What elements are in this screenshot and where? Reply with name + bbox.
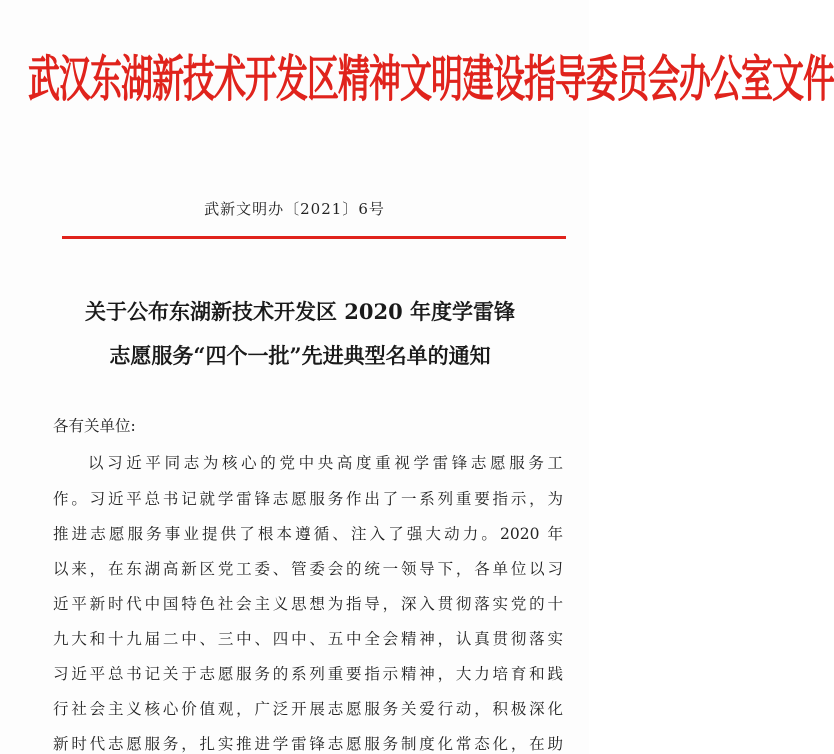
red-divider-line [62, 236, 566, 239]
body-line-8: 行社会主义核心价值观，广泛开展志愿服务关爱行动，积极深化 [53, 700, 563, 718]
body-line-4: 以来，在东湖高新区党工委、管委会的统一领导下，各单位以习 [53, 560, 563, 578]
body-line-1: 以习近平同志为核心的党中央高度重视学雷锋志愿服务工 [88, 454, 563, 472]
body-line-7: 习近平总书记关于志愿服务的系列重要指示精神，大力培育和践 [53, 665, 563, 683]
notice-title-line-2: 志愿服务“四个一批”先进典型名单的通知 [109, 343, 491, 368]
body-line-5: 近平新时代中国特色社会主义思想为指导，深入贯彻落实党的十 [53, 595, 563, 613]
body-line-2: 作。习近平总书记就学雷锋志愿服务作出了一系列重要指示，为 [53, 490, 563, 508]
issuer-header-title: 武汉东湖新技术开发区精神文明建设指导委员会办公室文件 [28, 49, 834, 109]
body-line-9: 新时代志愿服务，扎实推进学雷锋志愿服务制度化常态化，在助 [53, 735, 563, 753]
document-number: 武新文明办〔2021〕6号 [204, 200, 385, 218]
notice-title-line-1: 关于公布东湖新技术开发区 2020 年度学雷锋 [84, 299, 516, 324]
body-line-6: 九大和十九届二中、三中、四中、五中全会精神，认真贯彻落实 [53, 630, 563, 648]
salutation: 各有关单位: [53, 417, 136, 435]
body-line-3: 推进志愿服务事业提供了根本遵循、注入了强大动力。2020 年 [53, 525, 563, 543]
